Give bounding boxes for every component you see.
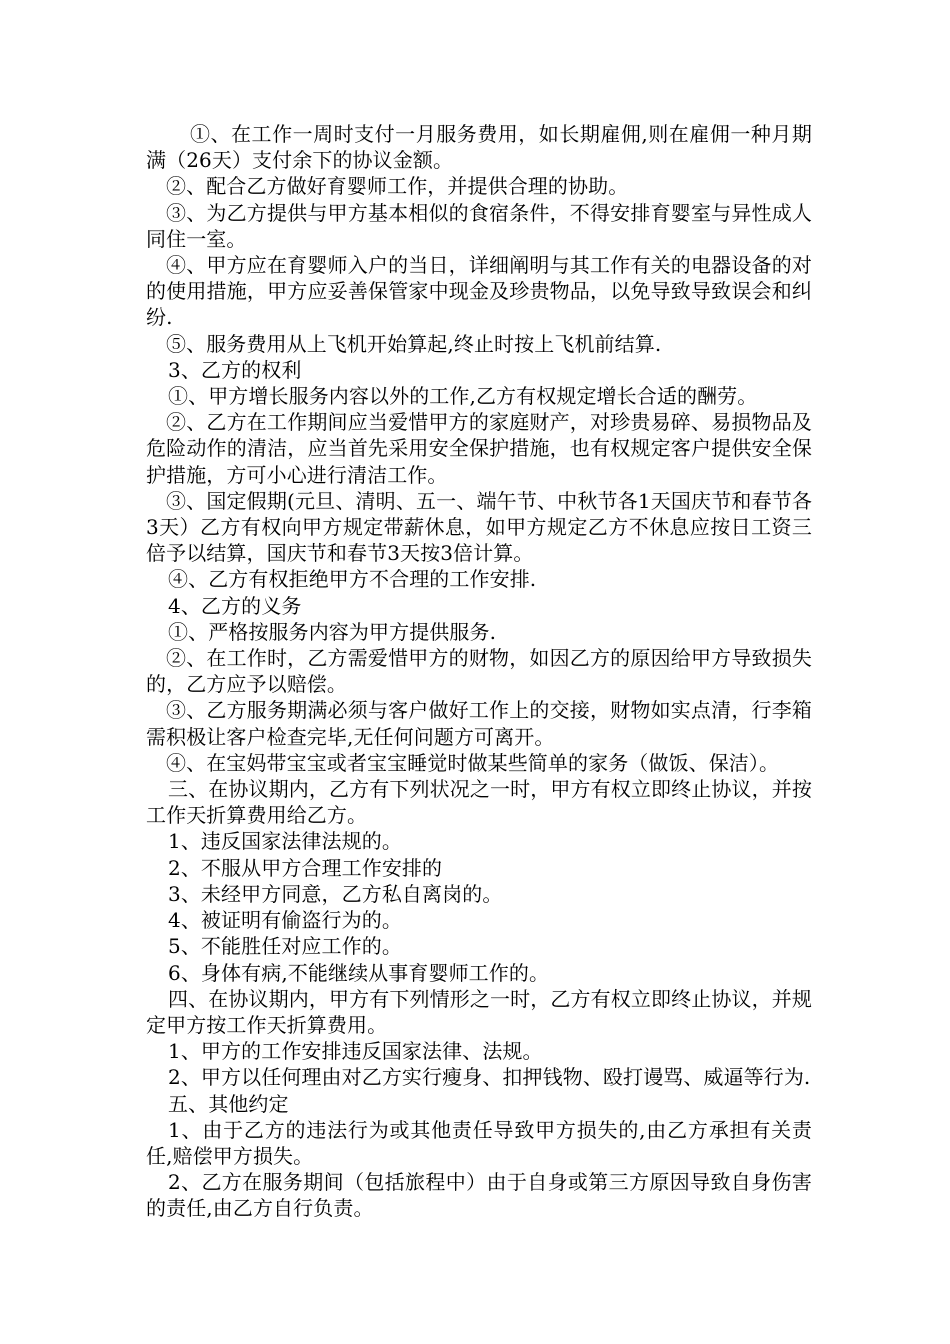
- paragraph-handover: ③、乙方服务期满必须与客户做好工作上的交接，财物如实点清，行李箱需积极让客户检查完毕,无任何问题方可离开。: [146, 698, 812, 749]
- document-body: [146, 121, 812, 1222]
- list-item: 1、甲方的工作安排违反国家法律、法规。: [168, 1039, 543, 1064]
- paragraph-cooperate: ②、配合乙方做好育婴师工作，并提供合理的协助。: [166, 174, 629, 199]
- paragraph-refuse-unreasonable: ④、乙方有权拒绝甲方不合理的工作安排.: [168, 567, 537, 592]
- paragraph-fee-start: ⑤、服务费用从上飞机开始算起,终止时按上飞机前结算.: [166, 331, 662, 356]
- list-item: 2、不服从甲方合理工作安排的: [168, 855, 443, 880]
- list-item: 2、乙方在服务期间（包括旅程中）由于自身或第三方原因导致自身伤害的责任,由乙方自行负责。: [146, 1170, 812, 1221]
- paragraph-extra-work-pay: ①、甲方增长服务内容以外的工作,乙方有权规定增长合适的酬劳。: [168, 384, 758, 409]
- list-item: 2、甲方以任何理由对乙方实行瘦身、扣押钱物、殴打谩骂、威逼等行为.: [168, 1065, 811, 1090]
- heading-party-b-rights: 3、乙方的权利: [168, 357, 302, 382]
- paragraph-appliance-instructions: ④、甲方应在育婴师入户的当日，详细阐明与其工作有关的电器设备的对的使用措施，甲方应妥善保管家中现金及珍贵物品，以免导致导致误会和纠纷.: [146, 253, 812, 330]
- list-item: 4、被证明有偷盗行为的。: [168, 908, 402, 933]
- list-item: 1、违反国家法律法规的。: [168, 829, 402, 854]
- heading-section-three: 三、在协议期内，乙方有下列状况之一时，甲方有权立即终止协议，并按工作天折算费用给乙方。: [146, 777, 812, 828]
- paragraph-compensation: ②、在工作时，乙方需爱惜甲方的财物，如因乙方的原因给甲方导致损失的，乙方应予以赔偿。: [146, 646, 812, 697]
- list-item: 3、未经甲方同意，乙方私自离岗的。: [168, 881, 503, 906]
- list-item: 5、不能胜任对应工作的。: [168, 934, 402, 959]
- paragraph-holidays: ③、国定假期(元旦、清明、五一、端午节、中秋节各1天国庆节和春节各3天）乙方有权向甲方规定带薪休息，如甲方规定乙方不休息应按日工资三倍予以结算，国庆节和春节3天按3倍计算。: [146, 488, 812, 566]
- paragraph-property-care: ②、乙方在工作期间应当爱惜甲方的家庭财产，对珍贵易碎、易损物品及危险动作的清洁，应当首先采用安全保护措施，也有权规定客户提供安全保护措施，方可小心进行清洁工作。: [146, 410, 812, 487]
- list-item: 1、由于乙方的违法行为或其他责任导致甲方损失的,由乙方承担有关责任,赔偿甲方损失。: [146, 1117, 812, 1168]
- heading-section-four: 四、在协议期内，甲方有下列情形之一时，乙方有权立即终止协议，并规定甲方按工作天折算费用。: [146, 986, 812, 1037]
- heading-party-b-duties: 4、乙方的义务: [168, 593, 302, 618]
- heading-section-five: 五、其他约定: [168, 1091, 289, 1116]
- list-item: 6、身体有病,不能继续从事育婴师工作的。: [168, 960, 550, 985]
- paragraph-housework: ④、在宝妈带宝宝或者宝宝睡觉时做某些简单的家务（做饭、保洁）。: [166, 750, 780, 775]
- paragraph-provide-service: ①、严格按服务内容为甲方提供服务.: [168, 619, 497, 644]
- paragraph-payment-terms: ①、在工作一周时支付一月服务费用，如长期雇佣,则在雇佣一种月期满（26天）支付余下的协议金额。: [146, 122, 812, 173]
- paragraph-accommodation: ③、为乙方提供与甲方基本相似的食宿条件，不得安排育婴室与异性成人同住一室。: [146, 200, 812, 251]
